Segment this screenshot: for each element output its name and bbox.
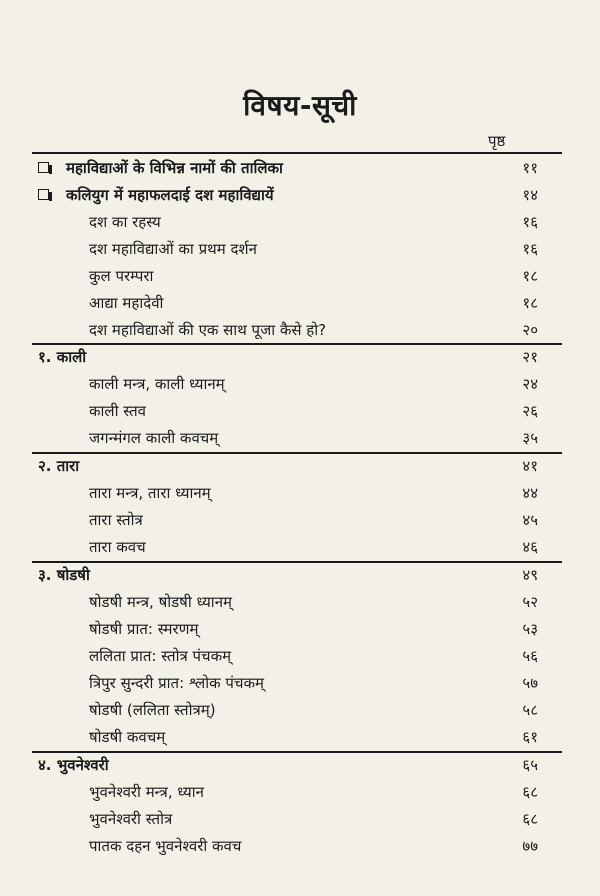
toc-entry bbox=[0, 318, 600, 342]
toc-entry-label: ललिता प्रात: स्तोत्र पंचकम् bbox=[89, 647, 232, 665]
toc-section bbox=[0, 753, 600, 777]
toc-section bbox=[0, 454, 600, 478]
toc-entry bbox=[0, 834, 600, 858]
toc-entry bbox=[0, 372, 600, 396]
toc-entry-page: ७७ bbox=[522, 837, 538, 855]
toc-entry-label: षोडषी प्रात: स्मरणम् bbox=[89, 620, 199, 638]
toc-entry bbox=[0, 671, 600, 695]
toc-entry bbox=[0, 590, 600, 614]
toc-entry-label: तारा स्तोत्र bbox=[89, 511, 143, 529]
toc-entry-page: ६८ bbox=[522, 810, 538, 828]
toc-section-label: ४. भुवनेश्वरी bbox=[38, 756, 109, 774]
toc-entry bbox=[0, 725, 600, 749]
toc-entry-page: ५६ bbox=[522, 647, 538, 665]
toc-entry-page: २६ bbox=[522, 402, 538, 420]
toc-entry-label: षोडषी (ललिता स्तोत्रम्) bbox=[89, 701, 216, 719]
toc-entry-label: भुवनेश्वरी मन्त्र, ध्यान bbox=[89, 783, 204, 801]
toc-entry bbox=[0, 426, 600, 450]
toc-entry bbox=[0, 698, 600, 722]
toc-entry-page: ३५ bbox=[522, 429, 538, 447]
toc-entry-label: दश महाविद्याओं का प्रथम दर्शन bbox=[89, 240, 257, 258]
toc-entry-label: त्रिपुर सुन्दरी प्रात: श्लोक पंचकम् bbox=[89, 674, 264, 692]
toc-entry bbox=[0, 264, 600, 288]
toc-entry-page: २१ bbox=[522, 348, 538, 366]
toc-entry-label: भुवनेश्वरी स्तोत्र bbox=[89, 810, 173, 828]
toc-entry bbox=[0, 535, 600, 559]
toc-entry-label: कलियुग में महाफलदाई दश महाविद्यायें bbox=[66, 186, 274, 204]
toc-entry-page: ५३ bbox=[522, 620, 538, 638]
toc-entry-page: १८ bbox=[522, 267, 538, 285]
toc-entry-label: जगन्मंगल काली कवचम् bbox=[89, 429, 219, 447]
toc-section bbox=[0, 563, 600, 587]
toc-entry-page: ४५ bbox=[522, 511, 538, 529]
toc-entry bbox=[0, 183, 600, 207]
toc-entry-page: २४ bbox=[522, 375, 538, 393]
toc-section-label: १. काली bbox=[38, 348, 87, 366]
toc-entry-page: २० bbox=[522, 321, 538, 339]
toc-entry-label: पातक दहन भुवनेश्वरी कवच bbox=[89, 837, 242, 855]
toc-entry bbox=[0, 508, 600, 532]
toc-entry-page: १६ bbox=[522, 213, 538, 231]
toc-entry-page: ६८ bbox=[522, 783, 538, 801]
toc-entry-page: १६ bbox=[522, 240, 538, 258]
page-column-header: पृष्ठ bbox=[488, 132, 506, 150]
toc-entry-page: ४६ bbox=[522, 538, 538, 556]
toc-entry-label: काली स्तव bbox=[89, 402, 146, 420]
toc-entry bbox=[0, 291, 600, 315]
toc-entry-page: १८ bbox=[522, 294, 538, 312]
toc-entry-page: ४४ bbox=[522, 484, 538, 502]
toc-section bbox=[0, 345, 600, 369]
toc-entry-label: दश का रहस्य bbox=[89, 213, 161, 231]
toc-entry-page: ५७ bbox=[522, 674, 538, 692]
toc-entry bbox=[0, 156, 600, 180]
toc-entry bbox=[0, 481, 600, 505]
toc-entry-label: तारा कवच bbox=[89, 538, 146, 556]
checkbox-square-icon bbox=[38, 189, 49, 200]
toc-entry-label: तारा मन्त्र, तारा ध्यानम् bbox=[89, 484, 211, 502]
toc-entry-label: दश महाविद्याओं की एक साथ पूजा कैसे हो? bbox=[89, 321, 327, 339]
toc-entry-label: महाविद्याओं के विभिन्न नामों की तालिका bbox=[66, 159, 283, 177]
header-rule bbox=[32, 152, 562, 154]
toc-entry bbox=[0, 399, 600, 423]
toc-section-label: ३. षोडषी bbox=[38, 566, 90, 584]
toc-entry-label: षोडषी कवचम् bbox=[89, 728, 166, 746]
toc-entry bbox=[0, 780, 600, 804]
toc-entry-page: ६५ bbox=[522, 756, 538, 774]
toc-entry bbox=[0, 617, 600, 641]
checkbox-square-icon bbox=[38, 162, 49, 173]
toc-entry-page: ५८ bbox=[522, 701, 538, 719]
toc-entry-page: ४१ bbox=[522, 457, 538, 475]
toc-entry-label: काली मन्त्र, काली ध्यानम् bbox=[89, 375, 225, 393]
toc-entry-label: कुल परम्परा bbox=[89, 267, 154, 285]
toc-entry-page: ४९ bbox=[522, 566, 538, 584]
page-title: विषय-सूची bbox=[243, 89, 357, 122]
toc-entry bbox=[0, 210, 600, 234]
toc-section-label: २. तारा bbox=[38, 457, 80, 475]
toc-entry-page: ६१ bbox=[522, 728, 538, 746]
toc-entry-label: आद्या महादेवी bbox=[89, 294, 164, 312]
toc-entry-page: ५२ bbox=[522, 593, 538, 611]
toc-entry bbox=[0, 237, 600, 261]
toc-entry-page: ११ bbox=[522, 159, 538, 177]
toc-entry bbox=[0, 644, 600, 668]
toc-entry-label: षोडषी मन्त्र, षोडषी ध्यानम् bbox=[89, 593, 232, 611]
toc-entry-page: १४ bbox=[522, 186, 538, 204]
toc-entry bbox=[0, 807, 600, 831]
